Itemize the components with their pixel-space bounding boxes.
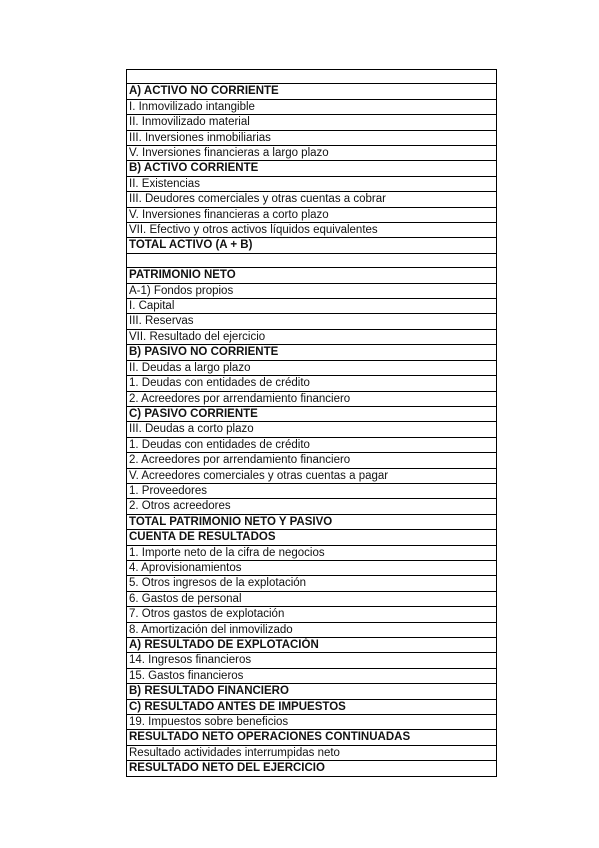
row-label: V. Inversiones financieras a corto plazo <box>127 207 497 222</box>
table-row <box>127 391 497 406</box>
row-label: 2. Otros acreedores <box>127 499 497 514</box>
row-label: II. Inmovilizado material <box>127 115 497 130</box>
row-label: RESULTADO NETO OPERACIONES CONTINUADAS <box>127 730 497 745</box>
row-label: RESULTADO NETO DEL EJERCICIO <box>127 761 497 776</box>
table-row <box>127 176 497 191</box>
table-row <box>127 499 497 514</box>
table-row <box>127 622 497 637</box>
section-header-row <box>127 530 497 545</box>
section-header-row <box>127 514 497 529</box>
table-row <box>127 115 497 130</box>
table-row <box>127 130 497 145</box>
row-label: 5. Otros ingresos de la explotación <box>127 576 497 591</box>
row-label: VII. Resultado del ejercicio <box>127 329 497 344</box>
table-row <box>127 283 497 298</box>
table-row <box>127 453 497 468</box>
table-row <box>127 437 497 452</box>
table-row <box>127 314 497 329</box>
row-label: II. Existencias <box>127 176 497 191</box>
row-label: 1. Importe neto de la cifra de negocios <box>127 545 497 560</box>
section-header-row <box>127 730 497 745</box>
section-header-row <box>127 238 497 253</box>
row-label: I. Inmovilizado intangible <box>127 99 497 114</box>
section-header-row <box>127 161 497 176</box>
row-label: 2. Acreedores por arrendamiento financiero <box>127 391 497 406</box>
table-row <box>127 376 497 391</box>
row-label: C) PASIVO CORRIENTE <box>127 406 497 421</box>
row-label: III. Deudas a corto plazo <box>127 422 497 437</box>
row-label: 1. Deudas con entidades de crédito <box>127 376 497 391</box>
empty-cell <box>127 253 497 267</box>
table-row <box>127 299 497 314</box>
row-label: CUENTA DE RESULTADOS <box>127 530 497 545</box>
table-row <box>127 329 497 344</box>
table-row <box>127 99 497 114</box>
row-label: A) RESULTADO DE EXPLOTACIÓN <box>127 638 497 653</box>
table-row <box>127 591 497 606</box>
table-row <box>127 468 497 483</box>
row-label: A) ACTIVO NO CORRIENTE <box>127 84 497 99</box>
row-label: 4. Aprovisionamientos <box>127 560 497 575</box>
table-row <box>127 576 497 591</box>
table-row <box>127 192 497 207</box>
row-label: I. Capital <box>127 299 497 314</box>
row-label: B) PASIVO NO CORRIENTE <box>127 345 497 360</box>
section-header-row <box>127 406 497 421</box>
table-row <box>127 422 497 437</box>
section-header-row <box>127 345 497 360</box>
empty-cell <box>127 70 497 84</box>
row-label: 1. Deudas con entidades de crédito <box>127 437 497 452</box>
row-label: 15. Gastos financieros <box>127 668 497 683</box>
row-label: 2. Acreedores por arrendamiento financiero <box>127 453 497 468</box>
table-row <box>127 253 497 267</box>
table-row <box>127 483 497 498</box>
section-header-row <box>127 268 497 283</box>
row-label: B) RESULTADO FINANCIERO <box>127 684 497 699</box>
table-row <box>127 560 497 575</box>
row-label: TOTAL PATRIMONIO NETO Y PASIVO <box>127 514 497 529</box>
row-label: 19. Impuestos sobre beneficios <box>127 715 497 730</box>
row-label: C) RESULTADO ANTES DE IMPUESTOS <box>127 699 497 714</box>
table-row <box>127 545 497 560</box>
row-label: 7. Otros gastos de explotación <box>127 607 497 622</box>
table-row <box>127 653 497 668</box>
section-header-row <box>127 761 497 776</box>
row-label: 8. Amortización del inmovilizado <box>127 622 497 637</box>
row-label: II. Deudas a largo plazo <box>127 360 497 375</box>
balance-sheet-body <box>127 70 497 777</box>
table-row <box>127 668 497 683</box>
row-label: A-1) Fondos propios <box>127 283 497 298</box>
row-label: VII. Efectivo y otros activos líquidos equivalentes <box>127 223 497 238</box>
section-header-row <box>127 638 497 653</box>
section-header-row <box>127 84 497 99</box>
section-header-row <box>127 699 497 714</box>
table-row <box>127 607 497 622</box>
row-label: 14. Ingresos financieros <box>127 653 497 668</box>
row-label: PATRIMONIO NETO <box>127 268 497 283</box>
row-label: B) ACTIVO CORRIENTE <box>127 161 497 176</box>
table-row <box>127 360 497 375</box>
table-row <box>127 745 497 760</box>
row-label: V. Inversiones financieras a largo plazo <box>127 146 497 161</box>
section-header-row <box>127 684 497 699</box>
balance-sheet-table <box>126 69 497 777</box>
row-label: 1. Proveedores <box>127 483 497 498</box>
row-label: III. Reservas <box>127 314 497 329</box>
row-label: 6. Gastos de personal <box>127 591 497 606</box>
row-label: TOTAL ACTIVO (A + B) <box>127 238 497 253</box>
table-row <box>127 223 497 238</box>
row-label: III. Deudores comerciales y otras cuentas a cobrar <box>127 192 497 207</box>
table-row <box>127 70 497 84</box>
row-label: III. Inversiones inmobiliarias <box>127 130 497 145</box>
table-row <box>127 715 497 730</box>
row-label: Resultado actividades interrumpidas neto <box>127 745 497 760</box>
table-row <box>127 146 497 161</box>
row-label: V. Acreedores comerciales y otras cuentas a pagar <box>127 468 497 483</box>
table-row <box>127 207 497 222</box>
